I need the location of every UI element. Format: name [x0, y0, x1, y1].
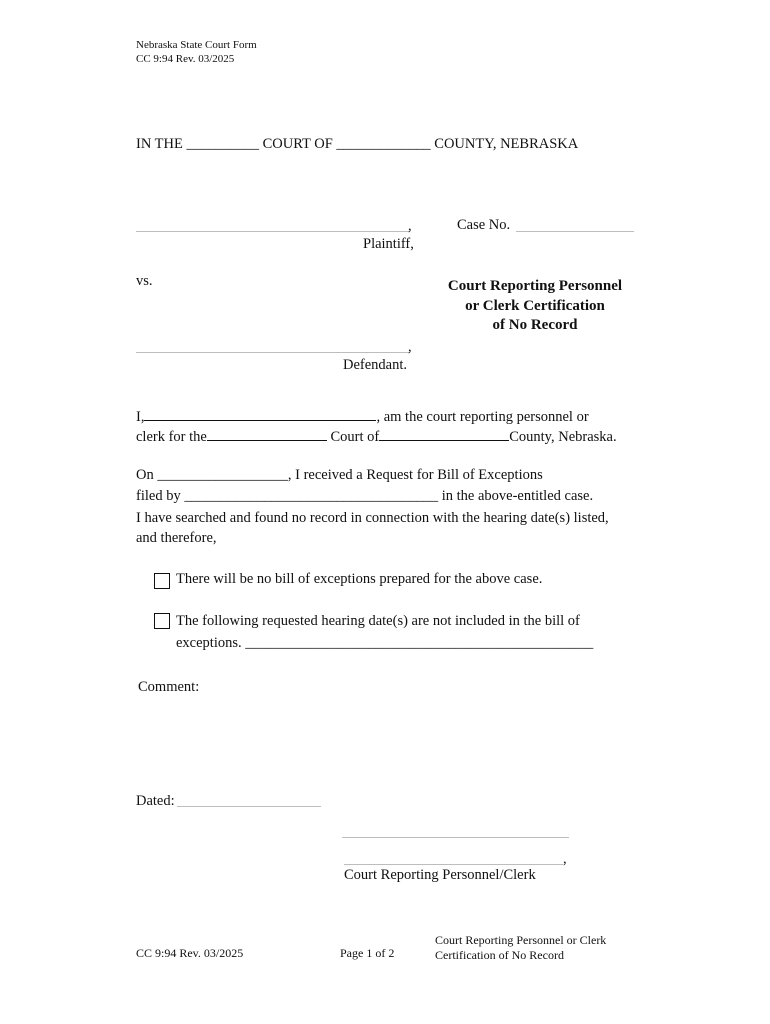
plaintiff-comma: , — [408, 218, 412, 234]
comment-label: Comment: — [138, 679, 200, 695]
plaintiff-label: Plaintiff, — [363, 236, 414, 252]
p1-intro: I, — [136, 409, 145, 425]
p1-court-of: Court of — [326, 429, 380, 445]
p1-clerk-for: clerk for the — [136, 429, 207, 445]
signature-label: Court Reporting Personnel/Clerk — [344, 867, 536, 883]
footer-page-number: Page 1 of 2 — [340, 946, 395, 960]
p2-on: On — [136, 467, 154, 483]
court-line-mid: COURT OF — [262, 136, 333, 152]
p2-filed-by: filed by — [136, 488, 181, 504]
footer-revision: CC 9:94 Rev. 03/2025 — [136, 946, 244, 960]
court-line-prefix: IN THE — [136, 136, 183, 152]
county-name-field[interactable] — [379, 426, 509, 441]
comment-area[interactable] — [136, 700, 636, 780]
case-no-label: Case No. — [457, 217, 511, 233]
defendant-field[interactable] — [136, 352, 410, 353]
form-name: Nebraska State Court Form — [136, 39, 257, 51]
plaintiff-field[interactable] — [136, 231, 410, 232]
form-revision: CC 9:94 Rev. 03/2025 — [136, 53, 235, 65]
paragraph-2-line-1 — [136, 466, 543, 484]
footer-title-line-2: Certification of No Record — [435, 948, 564, 962]
dates-not-included-checkbox[interactable] — [154, 613, 170, 629]
document-title — [425, 277, 645, 336]
versus-label: vs. — [136, 273, 153, 289]
paragraph-1-line-2 — [136, 426, 617, 446]
request-date-field[interactable]: __________________ — [157, 467, 288, 483]
case-no-field[interactable] — [516, 231, 634, 232]
footer-title-line-1: Court Reporting Personnel or Clerk — [435, 933, 607, 947]
title-line-3: of No Record — [492, 317, 578, 333]
signature-comma: , — [563, 851, 567, 867]
no-bill-option-label: There will be no bill of exceptions prepared for the above case. — [176, 571, 543, 587]
title-line-1: Court Reporting Personnel — [447, 278, 623, 294]
dated-label: Dated: — [136, 793, 175, 809]
excluded-dates-field[interactable]: exceptions. ________________________________________________ — [176, 635, 594, 651]
title-line-2: or Clerk Certification — [465, 297, 605, 314]
paragraph-2-line-3: I have searched and found no record in connection with the hearing date(s) listed, — [136, 510, 609, 526]
no-bill-checkbox[interactable] — [154, 573, 170, 589]
paragraph-2-line-4: and therefore, — [136, 530, 217, 546]
paragraph-2-line-2 — [136, 487, 593, 505]
dated-field[interactable] — [177, 806, 321, 807]
name-field[interactable] — [144, 406, 376, 421]
dates-not-included-label: The following requested hearing date(s) are not included in the bill of — [176, 613, 580, 629]
signature-line[interactable] — [342, 837, 569, 838]
defendant-comma: , — [408, 339, 412, 355]
court-line-suffix: COUNTY, NEBRASKA — [434, 136, 579, 152]
printed-name-field[interactable] — [344, 864, 563, 865]
court-name-field[interactable]: __________ — [186, 136, 259, 152]
p1-line1-end: , am the court reporting personnel or — [376, 409, 589, 425]
p2-above-entitled: in the above-entitled case. — [441, 488, 594, 504]
court-type-field[interactable] — [207, 426, 327, 441]
county-field[interactable]: _____________ — [336, 136, 431, 152]
paragraph-1-line-1 — [136, 406, 589, 426]
defendant-label: Defendant. — [343, 357, 408, 373]
filed-by-field[interactable]: ___________________________________ — [184, 488, 439, 504]
court-line — [136, 135, 578, 153]
p2-received-request: , I received a Request for Bill of Exceptions — [287, 467, 543, 483]
p1-county-nebraska: County, Nebraska. — [509, 429, 617, 445]
